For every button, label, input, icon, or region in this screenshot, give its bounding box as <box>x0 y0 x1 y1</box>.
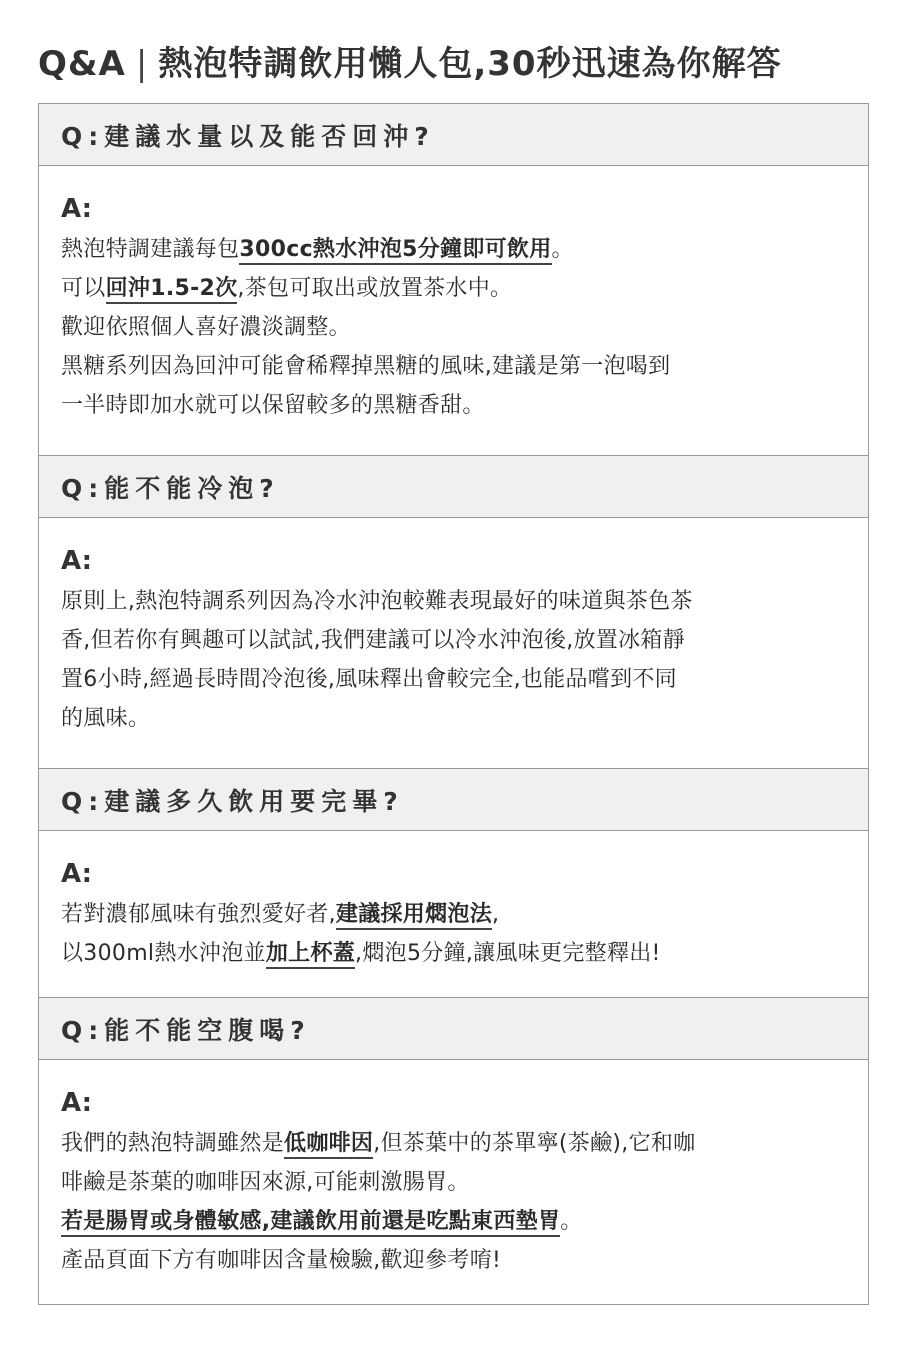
highlight-text: 建議採用燜泡法 <box>336 902 492 930</box>
answer-line: 啡鹼是茶葉的咖啡因來源,可能刺激腸胃。 <box>61 1170 470 1195</box>
answer-label: A: <box>61 859 93 889</box>
faq-question-cold-brew: Q:能不能冷泡? <box>39 456 868 518</box>
faq-table <box>38 103 869 1305</box>
answer-line: 黑糖系列因為回沖可能會稀釋掉黑糖的風味,建議是第一泡喝到 <box>61 354 671 379</box>
answer-line: 一半時即加水就可以保留較多的黑糖香甜。 <box>61 393 485 418</box>
faq-answer-cold-brew <box>39 518 868 769</box>
faq-answer-empty-stomach <box>39 1060 868 1304</box>
highlight-text: 加上杯蓋 <box>266 941 355 969</box>
answer-line: 置6小時,經過長時間冷泡後,風味釋出會較完全,也能品嚐到不同 <box>61 667 677 692</box>
faq-answer-finish-time <box>39 831 868 998</box>
title-text: 熱泡特調飲用懶人包,30秒迅速為你解答 <box>158 44 782 84</box>
answer-label: A: <box>61 1088 93 1118</box>
answer-line: 熱泡特調建議每包300cc熱水沖泡5分鐘即可飲用。 <box>61 230 846 269</box>
answer-line: 若對濃郁風味有強烈愛好者,建議採用燜泡法, <box>61 895 846 934</box>
answer-label: A: <box>61 194 93 224</box>
answer-line: 歡迎依照個人喜好濃淡調整。 <box>61 315 351 340</box>
answer-line: 可以回沖1.5-2次,茶包可取出或放置茶水中。 <box>61 269 846 308</box>
faq-answer-water <box>39 166 868 456</box>
faq-question-finish-time: Q:建議多久飲用要完畢? <box>39 769 868 831</box>
qa-label: Q&A <box>38 44 126 84</box>
faq-question-empty-stomach: Q:能不能空腹喝? <box>39 998 868 1060</box>
answer-line: 的風味。 <box>61 706 151 731</box>
faq-question-water: Q:建議水量以及能否回沖? <box>39 104 868 166</box>
highlight-text: 回沖1.5-2次 <box>106 276 238 304</box>
highlight-text: 300cc熱水沖泡5分鐘即可飲用 <box>239 237 551 265</box>
answer-line: 產品頁面下方有咖啡因含量檢驗,歡迎參考唷! <box>61 1248 502 1273</box>
answer-line: 原則上,熱泡特調系列因為冷水沖泡較難表現最好的味道與茶色茶 <box>61 589 693 614</box>
answer-line: 我們的熱泡特調雖然是低咖啡因,但茶葉中的茶單寧(茶鹼),它和咖 <box>61 1124 846 1163</box>
page-title <box>38 36 782 85</box>
answer-line: 若是腸胃或身體敏感,建議飲用前還是吃點東西墊胃。 <box>61 1202 846 1241</box>
title-separator: | <box>135 44 149 84</box>
highlight-text: 若是腸胃或身體敏感,建議飲用前還是吃點東西墊胃 <box>61 1209 560 1237</box>
answer-label: A: <box>61 546 93 576</box>
answer-line: 香,但若你有興趣可以試試,我們建議可以冷水沖泡後,放置冰箱靜 <box>61 628 685 653</box>
highlight-text: 低咖啡因 <box>284 1131 373 1159</box>
answer-line: 以300ml熱水沖泡並加上杯蓋,燜泡5分鐘,讓風味更完整釋出! <box>61 934 846 973</box>
